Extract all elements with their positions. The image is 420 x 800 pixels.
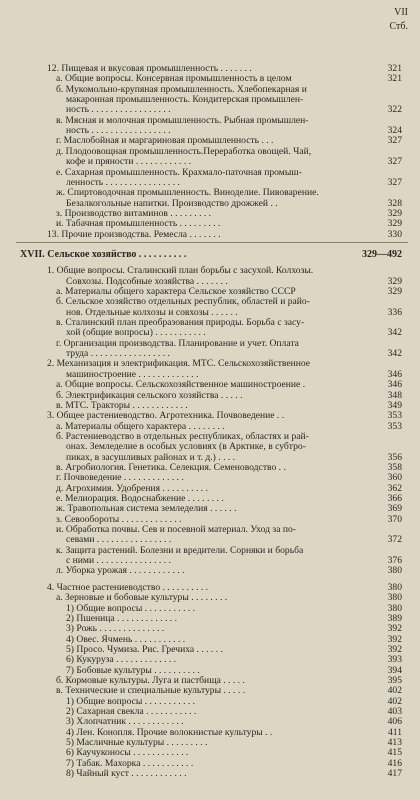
toc-entry-text: 2) Пшеница . . . . . . . . . . . . . <box>66 612 177 624</box>
toc-entry-text: 5) Просо. Чумиза. Рис. Гречиха . . . . . . <box>66 643 223 655</box>
toc-column-number: 329—492 <box>362 248 402 260</box>
toc-column-number: 342 <box>387 348 402 360</box>
toc-entry-text: л. Уборка урожая . . . . . . . . . . . . <box>56 565 185 577</box>
toc-entry-text: д. Плодоовощная промышленность.Переработка овощей. Чай, <box>56 145 312 157</box>
toc-column-number: 356 <box>387 451 402 463</box>
toc-column-number: 380 <box>387 602 402 614</box>
toc-entry-text: г. Организация производства. Планирование и учет. Оплата <box>56 337 299 349</box>
toc-entry-text: 1) Общие вопросы . . . . . . . . . . . <box>66 695 196 707</box>
toc-entry-text: а. Материалы общего характера Сельское хозяйство СССР <box>56 286 296 297</box>
toc-entry-text: в. Агробиология. Генетика. Селекция. Семеноводство . . <box>56 461 286 473</box>
toc-column-number: 406 <box>387 716 402 728</box>
toc-column-number: 392 <box>387 623 402 635</box>
toc-entry-text: 8) Чайный куст . . . . . . . . . . . . <box>66 768 187 780</box>
toc-column-number: 403 <box>387 706 402 717</box>
toc-column-number: 393 <box>387 654 402 666</box>
toc-entry-text: к. Защита растений. Болезни и вредители. Сорняки и борьба <box>56 544 304 556</box>
toc-entry-text: труда . . . . . . . . . . . . . . . . . <box>66 348 170 360</box>
toc-column-number: 358 <box>387 461 402 473</box>
toc-entry-text: 4. Частное растениеводство . . . . . . . . . . <box>47 581 209 593</box>
toc-entry-text: нов. Отдельные колхозы и совхозы . . . . . . <box>66 306 238 318</box>
toc-entry-text: е. Мелиорация. Водоснабжение . . . . . . . . <box>56 493 224 504</box>
toc-entry-text: ж. Травопольная система земледелия . . . . . . <box>56 503 237 515</box>
toc-entry-text: б. Кормовые культуры. Луга и пастбища . . . . . <box>56 674 245 686</box>
toc-entry-text: б. Электрификация сельского хозяйства . . . . . <box>56 389 243 401</box>
toc-column-number: 415 <box>387 747 402 759</box>
toc-column-number: 369 <box>387 503 402 515</box>
section-divider <box>16 242 408 243</box>
toc-column-number: 417 <box>387 768 402 780</box>
toc-entry-text: 2) Сахарная свекла . . . . . . . . . . . <box>66 706 197 717</box>
toc-entry-text: б. Растениеводство в отдельных республиках, областях и рай- <box>56 430 309 442</box>
toc-entry-text: 13. Прочие производства. Ремесла . . . . . . . <box>47 228 221 240</box>
toc-column-number: 376 <box>387 555 402 567</box>
toc-entry-text: 4) Лен. Конопля. Прочие волокнистые культуры . . <box>66 726 273 738</box>
toc-entry-text: ность . . . . . . . . . . . . . . . . . <box>66 125 171 137</box>
toc-column-number: 353 <box>387 420 402 432</box>
toc-column-number: 348 <box>387 389 402 401</box>
toc-entry-text: 1. Общие вопросы. Сталинский план борьбы с засухой. Колхозы. <box>47 265 314 277</box>
toc-entry-text: в. Технические и специальные культуры . . . . . <box>56 685 246 697</box>
toc-column-number: 380 <box>387 565 402 577</box>
toc-entry-text: Совхозы. Подсобные хозяйства . . . . . . . <box>66 275 228 287</box>
toc-entry-text: 12. Пищевая и вкусовая промышленность . . . . . . . <box>47 63 252 74</box>
toc-entry-text: 2. Механизация и электрификация. МТС. Сельскохозяйственное <box>47 358 311 370</box>
toc-column-number: 322 <box>387 104 402 116</box>
toc-entry-text: в. Сталинский план преобразования природы. Борьба с засу- <box>56 317 305 329</box>
toc-column-number: 360 <box>387 472 402 484</box>
toc-column-number: 321 <box>387 63 402 74</box>
toc-entry-text: макаронная промышленность. Кондитерская промышлен- <box>66 94 304 106</box>
toc-column-number: 329 <box>387 207 402 219</box>
toc-entry-text: а. Общие вопросы. Консервная промышленность в целом <box>56 73 292 85</box>
toc-entry-text: в. Мясная и молочная промышленность. Рыбная промышлен- <box>56 114 309 126</box>
toc-entry-text: и. Обработка почвы. Сев и посевной материал. Уход за по- <box>56 524 296 536</box>
toc-entry-text: ж. Спиртоводочная промышленность. Виноделие. Пивоварение. <box>56 187 319 199</box>
toc-entry-text: машиностроение . . . . . . . . . . . . . <box>66 368 199 380</box>
toc-column-number: 342 <box>387 327 402 339</box>
toc-entry-text: г. Маслобойная и маргариновая промышленность . . . <box>56 135 274 147</box>
column-label: Стб. <box>389 21 408 32</box>
toc-entry-text: 4) Овес. Ячмень . . . . . . . . . . . <box>66 633 186 645</box>
toc-column-number: 327 <box>387 135 402 147</box>
toc-entry-text: е. Сахарная промышленность. Крахмало-паточная промыш- <box>56 166 302 178</box>
toc-entry-text: онах. Земледелие в особых условиях (в Арктике, в субтро- <box>66 441 306 453</box>
toc-entry-text: 6) Кукуруза . . . . . . . . . . . . . <box>66 654 177 666</box>
toc-column-number: 370 <box>387 513 402 525</box>
toc-column-number: 411 <box>387 726 402 738</box>
toc-entry-text: 7) Бобовые культуры . . . . . . . . . . <box>66 664 200 676</box>
toc-column-number: 329 <box>387 286 402 297</box>
volume-number: VII <box>394 7 408 18</box>
toc-column-number: 327 <box>387 176 402 188</box>
toc-entry-text: в. МТС. Тракторы . . . . . . . . . . . . <box>56 399 188 411</box>
toc-column-number: 346 <box>387 368 402 380</box>
toc-column-number: 380 <box>387 592 402 604</box>
toc-entry-text: а. Общие вопросы. Сельскохозяйственное машиностроение . <box>56 379 306 391</box>
toc-entry-text: кофе и пряности . . . . . . . . . . . . <box>66 156 192 168</box>
toc-entry-text: XVII. Сельское хозяйство . . . . . . . . . . <box>20 248 187 260</box>
toc-entry-text: хой (общие вопросы) . . . . . . . . . . . <box>66 327 206 339</box>
toc-column-number: 392 <box>387 633 402 645</box>
toc-column-number: 336 <box>387 306 402 318</box>
toc-column-number: 324 <box>387 125 402 137</box>
toc-entry-text: 3) Рожь . . . . . . . . . . . . . . <box>66 623 165 635</box>
toc-entry-text: д. Агрохимия. Удобрения . . . . . . . . . . <box>56 482 208 494</box>
toc-entry-text: б. Мукомольно-крупяная промышленность. Хлебопекарная и <box>56 83 307 95</box>
toc-column-number: 413 <box>387 737 402 749</box>
toc-column-number: 346 <box>387 379 402 391</box>
toc-column-number: 372 <box>387 534 402 546</box>
toc-entry-text: севами . . . . . . . . . . . . . . . . <box>66 534 172 546</box>
toc-column-number: 402 <box>387 695 402 707</box>
toc-entry-text: 1) Общие вопросы . . . . . . . . . . . <box>66 602 196 614</box>
toc-entry-text: з. Севообороты . . . . . . . . . . . . . <box>56 513 182 525</box>
toc-column-number: 353 <box>387 410 402 422</box>
toc-column-number: 327 <box>387 156 402 168</box>
toc-column-number: 389 <box>387 612 402 624</box>
toc-entry-text: ность . . . . . . . . . . . . . . . . . <box>66 104 171 116</box>
toc-column-number: 394 <box>387 664 402 676</box>
toc-column-number: 329 <box>387 275 402 287</box>
page-header <box>390 6 409 34</box>
toc-entry-text: г. Почвоведение . . . . . . . . . . . . . <box>56 472 184 484</box>
toc-column-number: 321 <box>387 73 402 85</box>
toc-entry-text: Безалкогольные напитки. Производство дрожжей . . <box>66 197 278 209</box>
toc-entry-text: пиках, в засушливых районах и т. д.) . . . . <box>66 451 236 463</box>
toc-column-number: 362 <box>387 482 402 494</box>
toc-entry-text: и. Табачная промышленность . . . . . . . . . <box>56 218 221 230</box>
toc-column-number: 380 <box>387 581 402 593</box>
toc-entry-text: 5) Масличные культуры . . . . . . . . . <box>66 737 208 749</box>
toc-entry-text: 6) Каучуконосы . . . . . . . . . . . . <box>66 747 189 759</box>
toc-entry-text: а. Зерновые и бобовые культуры . . . . . . . . <box>56 592 228 604</box>
toc-column-number: 329 <box>387 218 402 230</box>
toc-entry-text: с ними . . . . . . . . . . . . . . . . <box>66 555 171 567</box>
toc-entry-text: б. Сельское хозяйство отдельных республик, областей и райо- <box>56 296 310 308</box>
toc-entry-text: 3) Хлопчатник . . . . . . . . . . . . <box>66 716 184 728</box>
toc-column-number: 349 <box>387 399 402 411</box>
toc-column-number: 392 <box>387 643 402 655</box>
toc-column-number: 330 <box>387 228 402 240</box>
toc-column-number: 402 <box>387 685 402 697</box>
toc-column-number: 416 <box>387 757 402 769</box>
toc-entry-text: ленность . . . . . . . . . . . . . . . . <box>66 176 180 188</box>
toc-entry-text: 3. Общее растениеводство. Агротехника. Почвоведение . . <box>47 410 285 422</box>
toc-column-number: 328 <box>387 197 402 209</box>
toc-entry-text: 7) Табак. Махорка . . . . . . . . . . . <box>66 757 194 769</box>
toc-column-number: 366 <box>387 493 402 504</box>
toc-entry-text: а. Материалы общего характера . . . . . . . . <box>56 420 225 432</box>
toc-column-number: 395 <box>387 674 402 686</box>
toc-entry-text: з. Производство витаминов . . . . . . . . . <box>56 207 212 219</box>
